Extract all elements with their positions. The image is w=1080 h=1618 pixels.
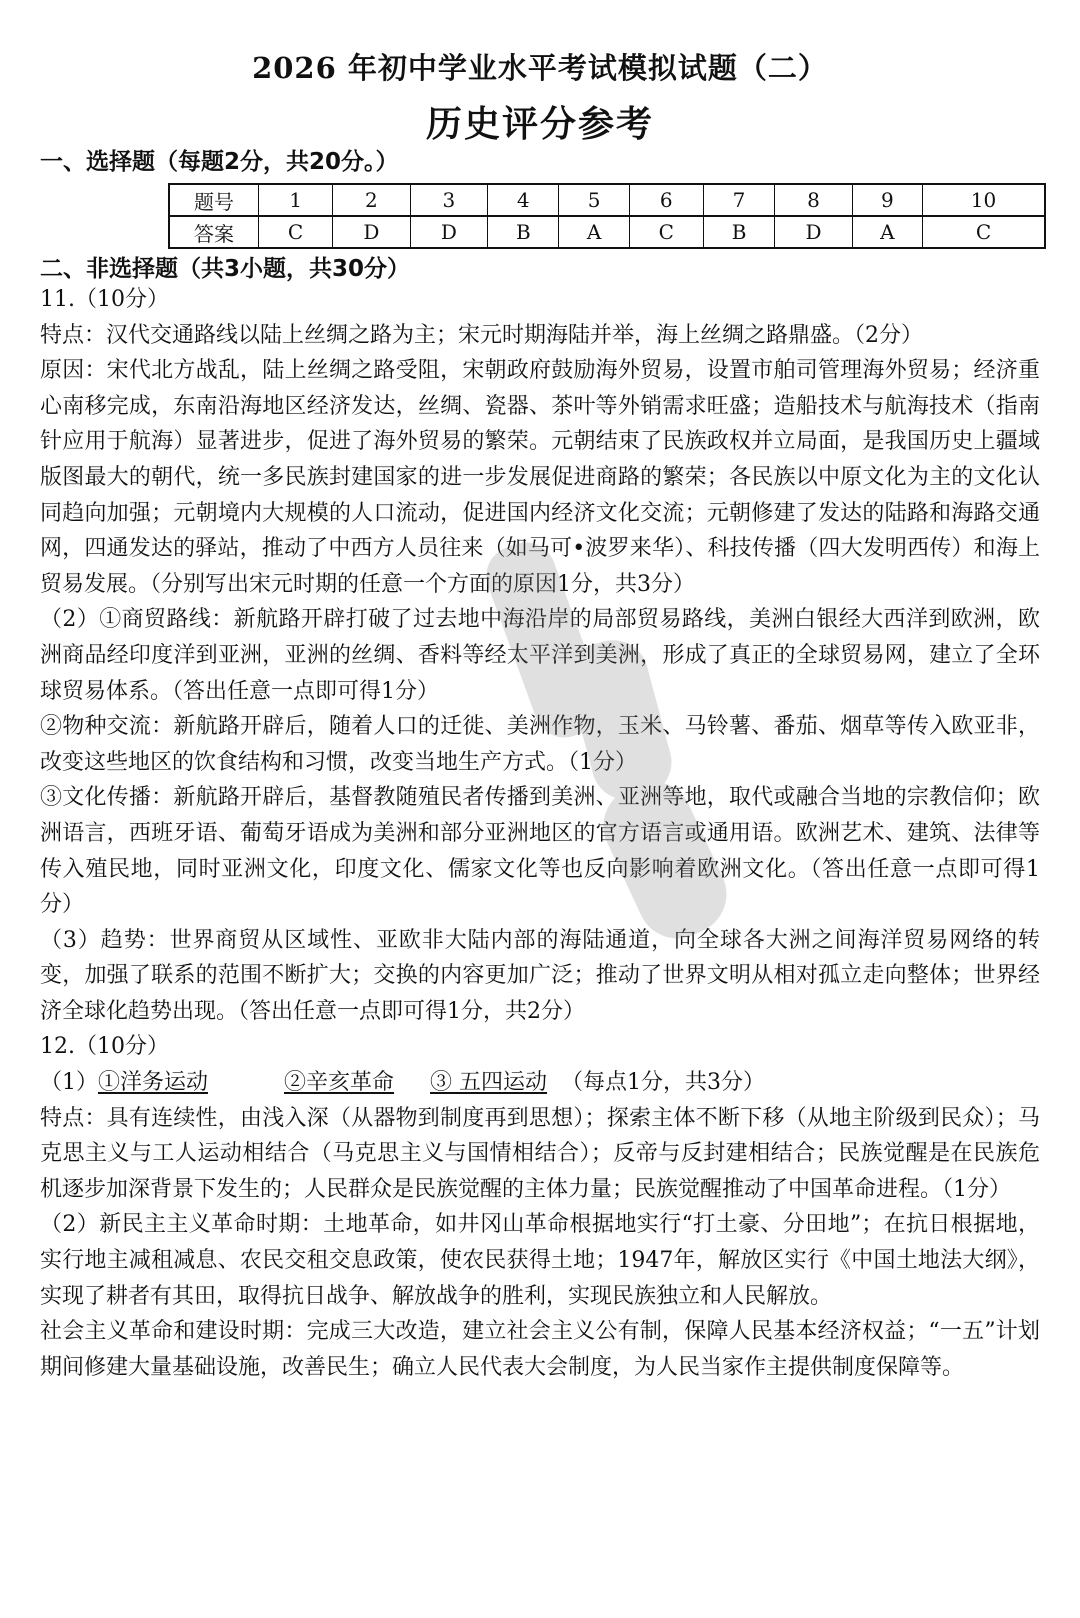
answer-cell: A — [852, 216, 922, 248]
q12-part2-socialist: 社会主义革命和建设时期：完成三大改造，建立社会主义公有制，保障人民基本经济权益；“一五”计划期间修建大量基础设施，改善民生；确立人民代表大会制度，为人民当家作主提供制度保障等。 — [40, 1319, 1040, 1380]
q11-part2-culture: ③文化传播：新航路开辟后，基督教随殖民者传播到美洲、亚洲等地，取代或融合当地的宗教信仰；欧洲语言，西班牙语、葡萄牙语成为美洲和部分亚洲地区的官方语言或通用语。欧洲艺术、建筑、法律等传入殖民地，同时亚洲文化，印度文化、儒家文化等也反向影响着欧洲文化。（答出任意一点即可得1分） — [40, 785, 1040, 918]
q11-features: 特点：汉代交通路线以陆上丝绸之路为主；宋元时期海陆并举，海上丝绸之路鼎盛。（2分） — [40, 322, 924, 348]
q12-part1-prefix: （1） — [40, 1070, 98, 1096]
q12-answer-2: ②辛亥革命 — [284, 1070, 395, 1096]
answer-cell: A — [559, 216, 629, 248]
answer-table-number-row — [169, 184, 1045, 216]
exam-subtitle: 历史评分参考 — [425, 104, 654, 145]
question-number: 10 — [922, 184, 1045, 216]
q12-part1 — [40, 1065, 1040, 1101]
question-number: 7 — [703, 184, 774, 216]
answer-cell: B — [488, 216, 559, 248]
question-number: 1 — [259, 184, 333, 216]
q12-answer-1: ①洋务运动 — [98, 1070, 209, 1096]
answer-cell: D — [333, 216, 410, 248]
exam-title-year: 2026 — [252, 51, 337, 85]
row-label-answer: 答案 — [169, 216, 259, 248]
question-number: 3 — [410, 184, 487, 216]
q11-part2-trade-routes: （2）①商贸路线：新航路开辟打破了过去地中海沿岸的局部贸易路线，美洲白银经大西洋到欧洲，欧洲商品经印度洋到亚洲，亚洲的丝绸、香料等经太平洋到美洲，形成了真正的全球贸易网，建立了全环球贸易体系。（答出任意一点即可得1分） — [40, 607, 1040, 704]
question-number: 9 — [852, 184, 922, 216]
question-number: 4 — [488, 184, 559, 216]
answer-cell: C — [922, 216, 1045, 248]
q12-answer-3: ③ 五四运动 — [430, 1070, 548, 1096]
q11-heading: 11.（10分） — [40, 287, 169, 312]
question-number: 8 — [775, 184, 852, 216]
answer-table — [168, 183, 1046, 249]
q11-reasons: 原因：宋代北方战乱，陆上丝绸之路受阻，宋朝政府鼓励海外贸易，设置市舶司管理海外贸易；经济重心南移完成，东南沿海地区经济发达，丝绸、瓷器、茶叶等外销需求旺盛；造船技术与航海技术（指南针应用于航海）显著进步，促进了海外贸易的繁荣。元朝结束了民族政权并立局面，是我国历史上疆域版图最大的朝代，统一多民族封建国家的进一步发展促进商路的繁荣；各民族以中原文化为主的文化认同趋向加强；元朝境内大规模的人口流动，促进国内经济文化交流；元朝修建了发达的陆路和海路交通网，四通发达的驿站，推动了中西方人员往来（如马可•波罗来华）、科技传播（四大发明西传）和海上贸易发展。（分别写出宋元时期的任意一个方面的原因1分，共3分） — [40, 358, 1040, 597]
answer-table-answer-row — [169, 216, 1045, 248]
section2-heading: 二、非选择题（共3小题，共30分） — [40, 256, 411, 282]
answer-cell: C — [629, 216, 703, 248]
q12-part2-new-democratic: （2）新民主主义革命时期：土地革命，如井冈山革命根据地实行“打土豪、分田地”；在抗日根据地，实行地主减租减息、农民交租交息政策，使农民获得土地；1947年，解放区实行《中国土地法大纲》，实现了耕者有其田，取得抗日战争、解放战争的胜利，实现民族独立和人民解放。 — [40, 1212, 1040, 1309]
section1-heading: 一、选择题（每题2分，共20分。） — [40, 149, 399, 175]
answer-cell: B — [703, 216, 774, 248]
section2-body — [40, 282, 1040, 1385]
answer-cell: D — [410, 216, 487, 248]
q12-features: 特点：具有连续性，由浅入深（从器物到制度再到思想）；探索主体不断下移（从地主阶级到民众）；马克思主义与工人运动相结合（马克思主义与国情相结合）；反帝与反封建相结合；民族觉醒是在民族危机逐步加深背景下发生的；人民群众是民族觉醒的主体力量；民族觉醒推动了中国革命进程。（1分） — [40, 1105, 1040, 1202]
q11-part3-trend: （3）趋势：世界商贸从区域性、亚欧非大陆内部的海陆通道，向全球各大洲之间海洋贸易网络的转变，加强了联系的范围不断扩大；交换的内容更加广泛；推动了世界文明从相对孤立走向整体；世界经济全球化趋势出现。（答出任意一点即可得1分，共2分） — [40, 927, 1040, 1024]
row-label-number: 题号 — [169, 184, 259, 216]
q12-heading: 12.（10分） — [40, 1034, 169, 1060]
exam-title-text: 年初中学业水平考试模拟试题（二） — [347, 51, 828, 85]
question-number: 5 — [559, 184, 629, 216]
question-number: 2 — [333, 184, 410, 216]
answer-cell: D — [775, 216, 852, 248]
question-number: 6 — [629, 184, 703, 216]
exam-title — [0, 46, 1080, 87]
q12-part1-score: （每点1分，共3分） — [561, 1070, 766, 1096]
answer-cell: C — [259, 216, 333, 248]
q11-part2-species-exchange: ②物种交流：新航路开辟后，随着人口的迁徙、美洲作物，玉米、马铃薯、番茄、烟草等传入欧亚非，改变这些地区的饮食结构和习惯，改变当地生产方式。（1分） — [40, 714, 1040, 775]
